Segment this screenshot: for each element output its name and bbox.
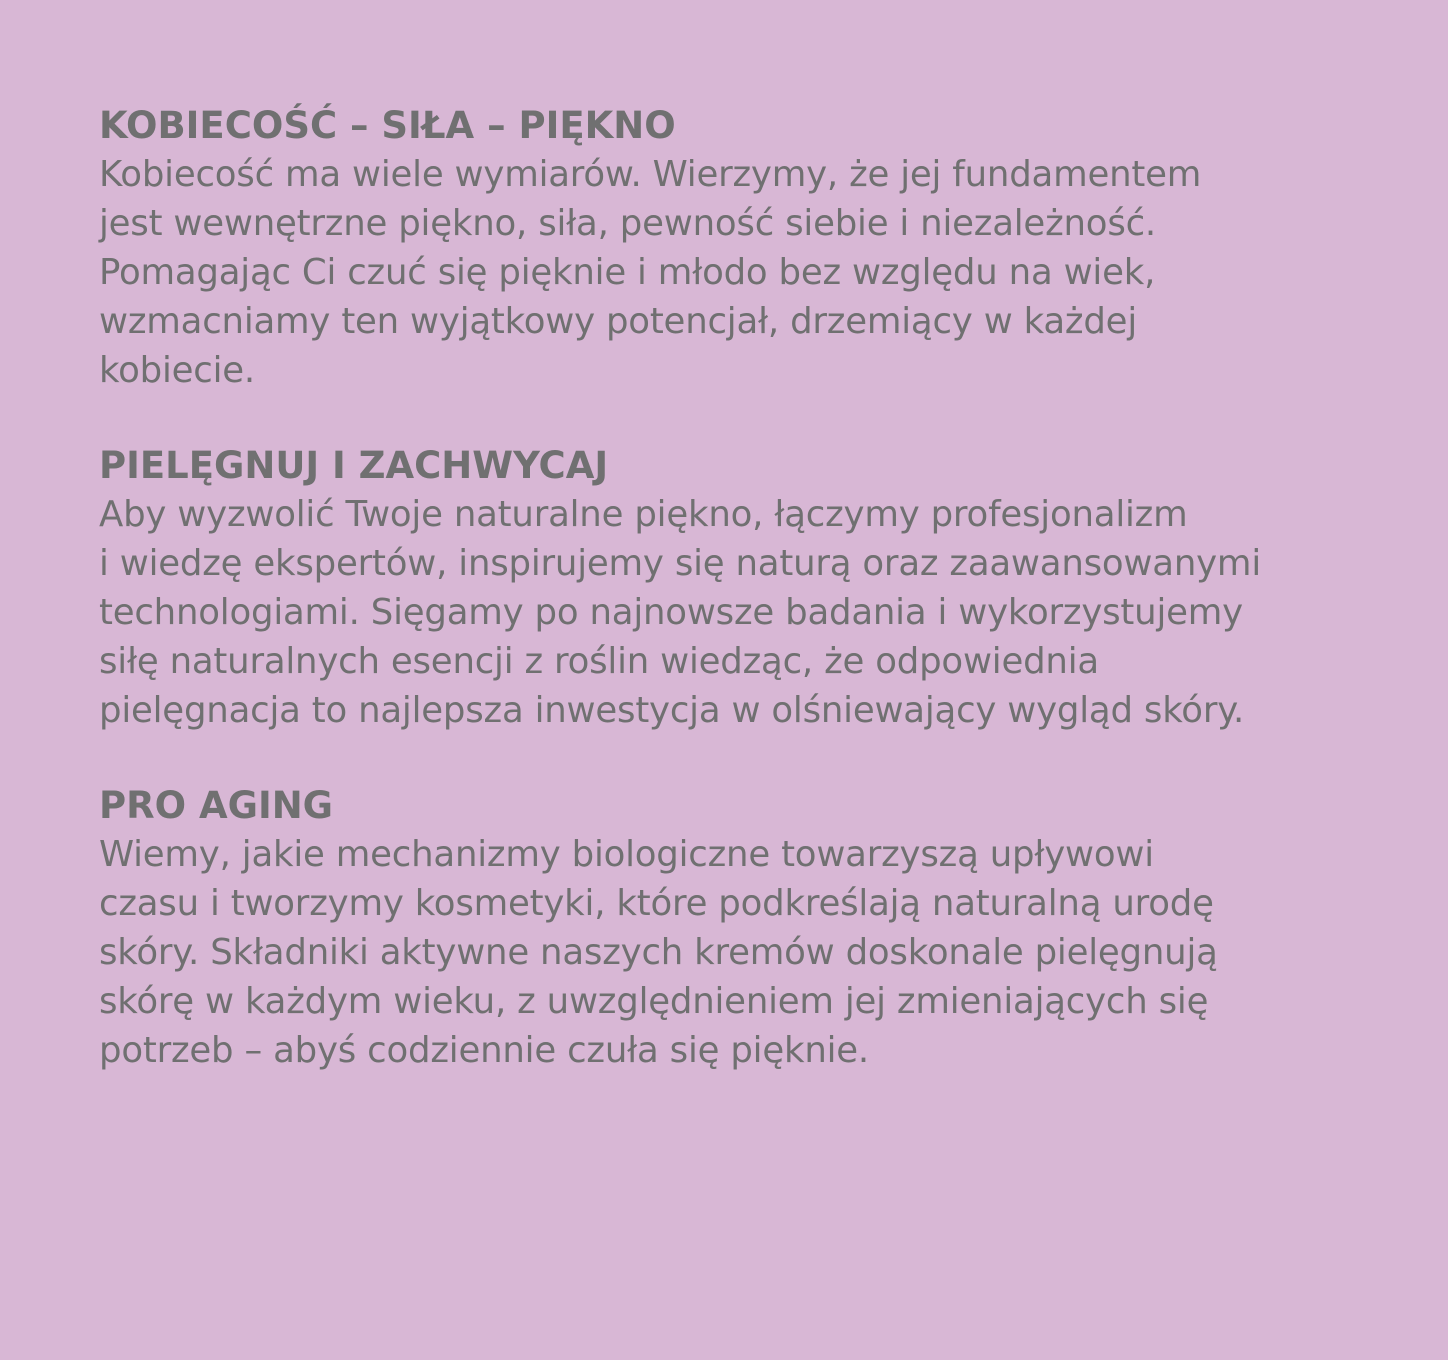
body-line: potrzeb – abyś codziennie czuła się pięknie. <box>99 1030 870 1071</box>
body-line: czasu i tworzymy kosmetyki, które podkreślają naturalną urodę <box>99 883 1214 924</box>
body-line: technologiami. Sięgamy po najnowsze badania i wykorzystujemy <box>99 592 1243 633</box>
body-line: jest wewnętrzne piękno, siła, pewność siebie i niezależność. <box>99 203 1157 244</box>
section-care <box>99 441 1399 735</box>
body-line: Kobiecość ma wiele wymiarów. Wierzymy, że jej fundamentem <box>99 154 1202 195</box>
body-line: kobiecie. <box>99 350 255 391</box>
section-heading: KOBIECOŚĆ – SIŁA – PIĘKNO <box>99 104 676 147</box>
body-line: Wiemy, jakie mechanizmy biologiczne towarzyszą upływowi <box>99 834 1154 875</box>
body-line: Pomagając Ci czuć się pięknie i młodo bez względu na wiek, <box>99 252 1156 293</box>
body-line: skóry. Składniki aktywne naszych kremów doskonale pielęgnują <box>99 932 1218 973</box>
section-body <box>99 490 1399 735</box>
section-pro-aging <box>99 781 1399 1075</box>
section-body <box>99 830 1399 1075</box>
section-heading: PIELĘGNUJ I ZACHWYCAJ <box>99 444 609 487</box>
body-line: wzmacniamy ten wyjątkowy potencjał, drzemiący w każdej <box>99 301 1137 342</box>
body-line: skórę w każdym wieku, z uwzględnieniem jej zmieniających się <box>99 981 1209 1022</box>
body-line: pielęgnacja to najlepsza inwestycja w olśniewający wygląd skóry. <box>99 690 1245 731</box>
section-heading: PRO AGING <box>99 784 334 827</box>
body-line: i wiedzę ekspertów, inspirujemy się naturą oraz zaawansowanymi <box>99 543 1261 584</box>
section-body <box>99 150 1399 395</box>
body-line: Aby wyzwolić Twoje naturalne piękno, łączymy profesjonalizm <box>99 494 1188 535</box>
section-femininity <box>99 101 1399 395</box>
body-line: siłę naturalnych esencji z roślin wiedząc, że odpowiednia <box>99 641 1099 682</box>
